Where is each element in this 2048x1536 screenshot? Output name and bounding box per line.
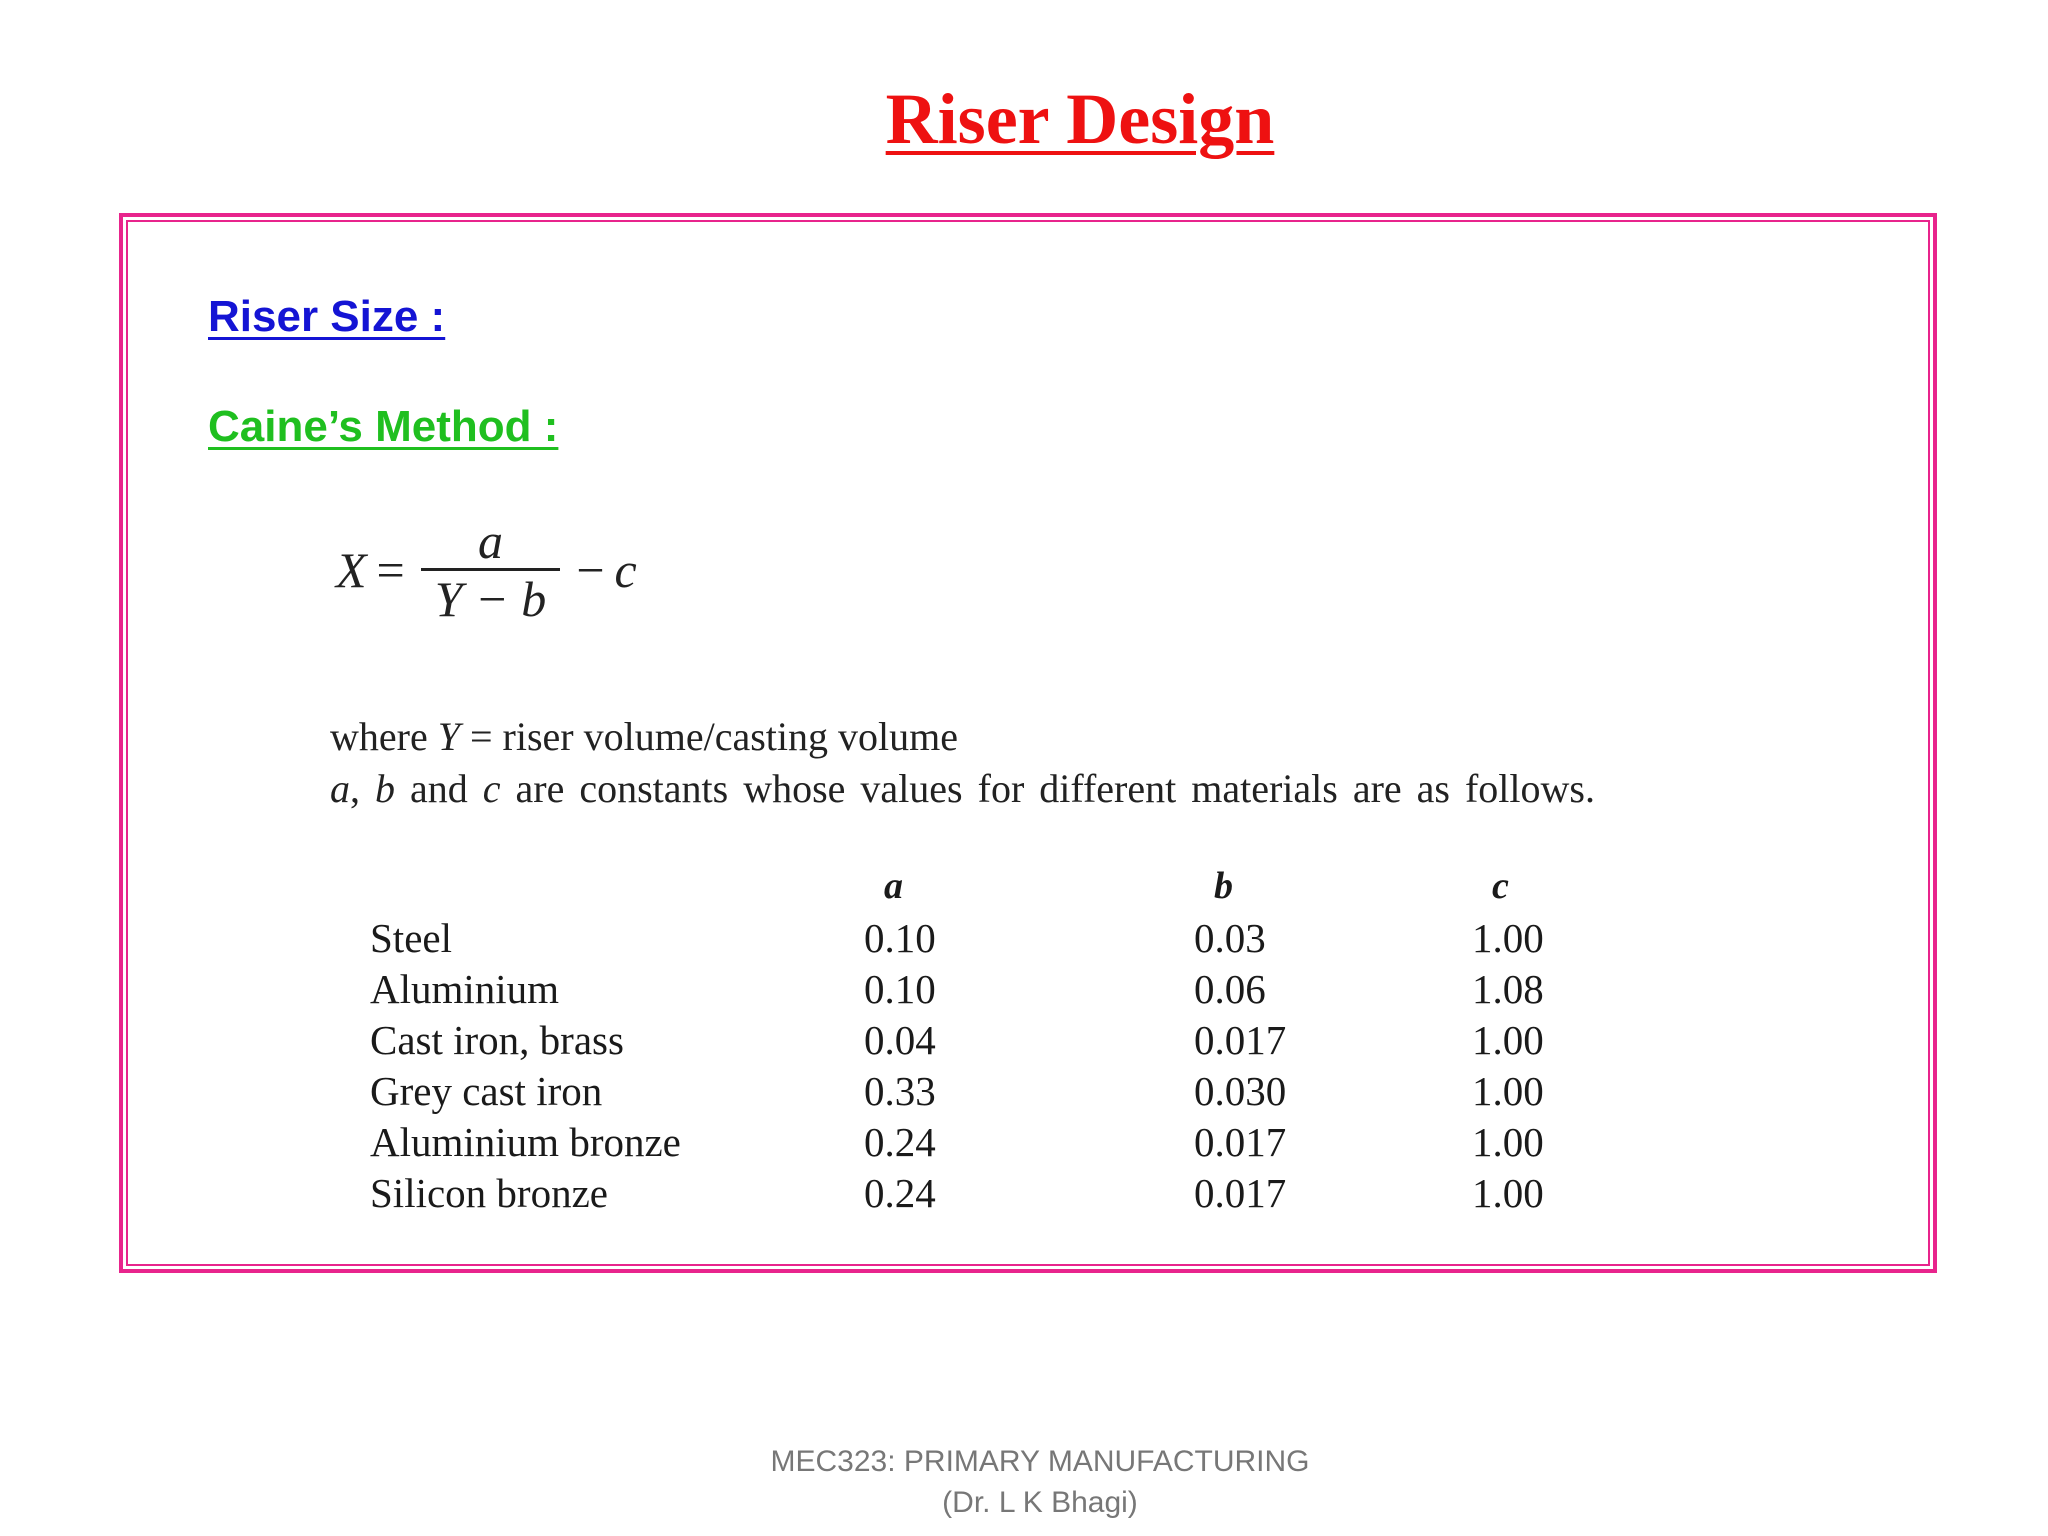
formula-fraction	[421, 515, 561, 625]
definition-prefix: where	[330, 714, 438, 759]
const-var-b: b	[375, 766, 395, 811]
formula-minus: −	[576, 542, 605, 598]
material-cell: Steel	[370, 914, 452, 961]
material-cell: Aluminium bronze	[370, 1118, 681, 1165]
formula-equals: =	[376, 542, 405, 598]
table-row	[370, 1014, 1612, 1065]
formula-lhs: X	[336, 542, 367, 598]
c-cell: 1.00	[1472, 1067, 1544, 1114]
const-var-c: c	[482, 766, 501, 811]
c-cell: 1.08	[1472, 965, 1544, 1012]
b-cell: 0.017	[1194, 1118, 1287, 1165]
caine-formula	[336, 515, 637, 625]
table-row	[370, 1116, 1612, 1167]
const-suffix: are constants whose values for different materials are as follows.	[500, 766, 1595, 811]
header-material	[370, 860, 864, 912]
a-cell: 0.04	[864, 1016, 936, 1063]
const-sep: ,	[350, 766, 375, 811]
formula-numerator: a	[478, 513, 504, 569]
constants-table	[370, 860, 1612, 1218]
definition-suffix: = riser volume/casting volume	[459, 714, 958, 759]
b-cell: 0.017	[1194, 1169, 1287, 1216]
definition-var-y: Y	[437, 714, 460, 759]
c-cell: 1.00	[1472, 1169, 1544, 1216]
slide-title: Riser Design	[885, 79, 1275, 159]
b-cell: 0.030	[1194, 1067, 1287, 1114]
material-cell: Aluminium	[370, 965, 560, 1012]
riser-size-heading: Riser Size :	[208, 292, 446, 341]
footer-course: MEC323: PRIMARY MANUFACTURING	[770, 1445, 1310, 1478]
c-cell: 1.00	[1472, 1016, 1544, 1063]
const-and: and	[395, 766, 483, 811]
b-cell: 0.03	[1194, 914, 1266, 961]
header-c: c	[1492, 865, 1509, 907]
material-cell: Cast iron, brass	[370, 1016, 624, 1063]
const-var-a: a	[330, 766, 350, 811]
a-cell: 0.24	[864, 1169, 936, 1216]
table-row	[370, 912, 1612, 963]
b-cell: 0.06	[1194, 965, 1266, 1012]
header-a: a	[884, 865, 903, 907]
caines-method-heading: Caine’s Method :	[208, 402, 559, 451]
c-cell: 1.00	[1472, 914, 1544, 961]
constants-line	[330, 765, 1595, 812]
b-cell: 0.017	[1194, 1016, 1287, 1063]
formula-tail: c	[614, 542, 637, 598]
table-row	[370, 963, 1612, 1014]
material-cell: Grey cast iron	[370, 1067, 603, 1114]
slide-footer	[700, 1442, 1380, 1523]
a-cell: 0.33	[864, 1067, 936, 1114]
footer-author: (Dr. L K Bhagi)	[942, 1485, 1138, 1519]
a-cell: 0.10	[864, 965, 936, 1012]
definition-line	[330, 713, 958, 760]
a-cell: 0.10	[864, 914, 936, 961]
c-cell: 1.00	[1472, 1118, 1544, 1165]
table-row	[370, 1065, 1612, 1116]
header-b: b	[1214, 865, 1233, 907]
table-header-row	[370, 860, 1612, 912]
material-cell: Silicon bronze	[370, 1169, 608, 1216]
a-cell: 0.24	[864, 1118, 936, 1165]
formula-denominator: Y − b	[421, 568, 561, 626]
table-row	[370, 1167, 1612, 1218]
